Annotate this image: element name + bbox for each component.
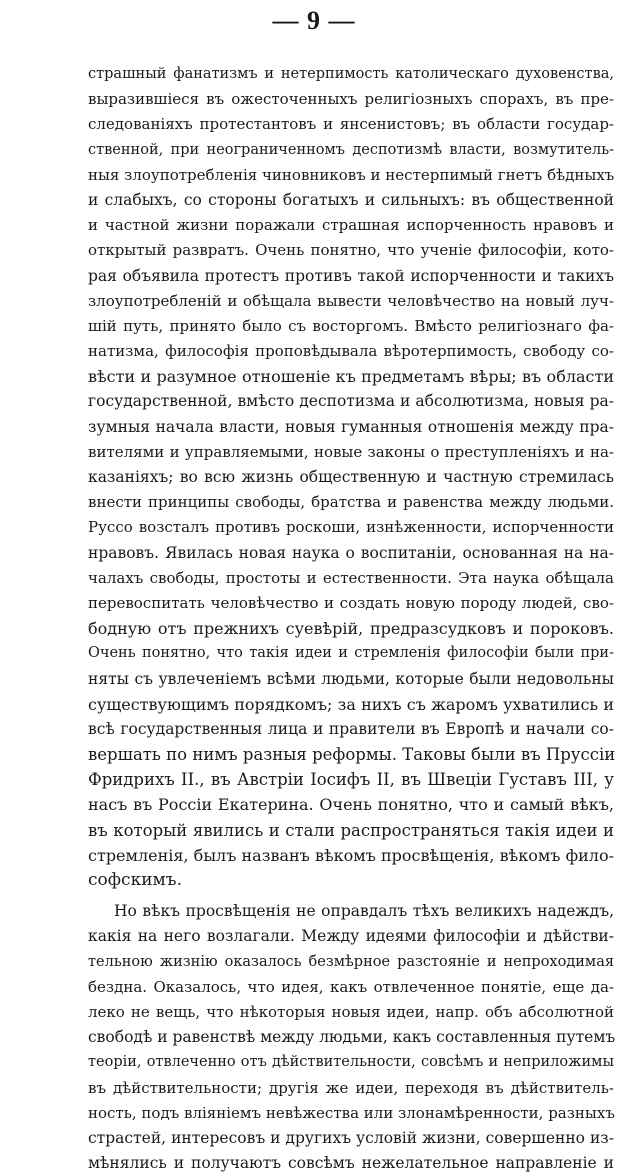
text-line: няты съ увлеченiемъ всѣми людьми, которые были недовольны [88, 669, 614, 688]
text-line: стремленiя, былъ названъ вѣкомъ просвѣщенiя, вѣкомъ фило- [88, 845, 614, 865]
text-line: злоупотребленiй и обѣщала вывести человѣчество на новый луч- [88, 291, 614, 310]
text-line: существующимъ порядкомъ; за нихъ съ жаромъ ухватились и [88, 694, 614, 714]
text-line: вершать по нимъ разныя реформы. Таковы были въ Пруссiи [88, 745, 616, 765]
text-line: и частной жизни поражали страшная испорченность нравовъ и [88, 216, 614, 235]
text-line: страстей, интересовъ и другихъ условiй жизни, совершенно из- [88, 1128, 614, 1147]
text-line: вителями и управляемыми, новые законы о преступленiяхъ и на- [88, 442, 614, 461]
text-line: зумныя начала власти, новыя гуманныя отношенiя между пра- [88, 417, 614, 436]
text-line: ственной, при неограниченномъ деспотизмѣ власти, возмутитель- [88, 141, 614, 158]
text-line: бездна. Оказалось, что идея, какъ отвлеченное понятiе, еще да- [88, 977, 614, 996]
page-number: — 9 — [272, 6, 356, 35]
text-line: шiй путь, принято было съ восторгомъ. Вмѣсто религiознаго фа- [88, 316, 614, 335]
text-line: вѣсти и разумное отношенiе къ предметамъ вѣры; въ области [88, 367, 614, 387]
text-line: рая объявила протестъ противъ такой испорченности и такихъ [88, 266, 614, 285]
text-line: чалахъ свободы, простоты и естественности. Эта наука обѣщала [88, 568, 614, 587]
paragraph-2 [88, 899, 614, 1176]
text-line: Руссо возсталъ противъ роскоши, изнѣженности, испорченности [88, 518, 614, 537]
text-line: Но вѣкъ просвѣщенiя не оправдалъ тѣхъ великихъ надеждъ, [114, 902, 614, 921]
text-line: нравовъ. Явилась новая наука о воспитанiи, основанная на на- [88, 543, 614, 562]
text-line: какiя на него возлагали. Между идеями философiи и дѣйстви- [88, 927, 614, 946]
text-line: свободѣ и равенствѣ между людьми, какъ составленныя путемъ [88, 1028, 616, 1047]
text-line: всѣ государственныя лица и правители въ Европѣ и начали со- [88, 719, 614, 738]
text-line: страшный фанатизмъ и нетерпимость католическаго духовенства, [88, 66, 614, 82]
text-line: открытый развратъ. Очень понятно, что ученiе философiи, кото- [88, 241, 614, 260]
text-line: ность, подъ влiянiемъ невѣжества или злонамѣренности, разныхъ [88, 1103, 615, 1122]
text-line: государственной, вмѣсто деспотизма и абсолютизма, новыя ра- [88, 392, 614, 411]
text-line: леко не вещь, что нѣкоторыя новыя идеи, напр. объ абсолютной [88, 1002, 614, 1021]
text-line: внести принципы свободы, братства и равенства между людьми. [88, 493, 614, 512]
body-text [88, 62, 614, 1176]
text-line: Очень понятно, что такiя идеи и стремленiя философiи были при- [88, 645, 614, 662]
text-line: мѣнялись и получаютъ совсѣмъ нежелательное направленiе и [88, 1154, 614, 1173]
text-line: теорiи, отвлеченно отъ дѣйствительности, совсѣмъ и неприложимы [88, 1054, 614, 1071]
text-line: натизма, философiя проповѣдывала вѣротерпимость, свободу со- [88, 342, 614, 361]
text-line: и слабыхъ, со стороны богатыхъ и сильныхъ: въ общественной [88, 190, 614, 209]
paragraph-1 [88, 62, 614, 893]
text-line: насъ въ Россiи Екатерина. Очень понятно, что и самый вѣкъ, [88, 795, 614, 815]
text-line: выразившiеся въ ожесточенныхъ религiозныхъ спорахъ, въ пре- [88, 90, 614, 109]
text-line: ныя злоупотребленiя чиновниковъ и нестерпимый гнетъ бѣдныхъ [88, 165, 615, 184]
text-line: бодную отъ прежнихъ суевѣрiй, предразсудковъ и пороковъ. [88, 619, 614, 639]
text-line: софскимъ. [88, 870, 182, 890]
text-line: перевоспитать человѣчество и создать новую породу людей, сво- [88, 593, 614, 612]
text-line: Фридрихъ II., въ Австрiи Iосифъ II, въ Швецiи Густавъ III, у [88, 770, 614, 790]
text-line: тельною жизнiю оказалось безмѣрное разстоянiе и непроходимая [88, 953, 614, 970]
text-line: казанiяхъ; во всю жизнь общественную и частную стремилась [88, 468, 614, 486]
text-line: следованiяхъ протестантовъ и янсенистовъ; въ области государ- [88, 115, 614, 134]
text-line: въ дѣйствительности; другiя же идеи, переходя въ дѣйствитель- [88, 1078, 614, 1097]
text-line: въ который явились и стали распространяться такiя идеи и [88, 820, 614, 840]
